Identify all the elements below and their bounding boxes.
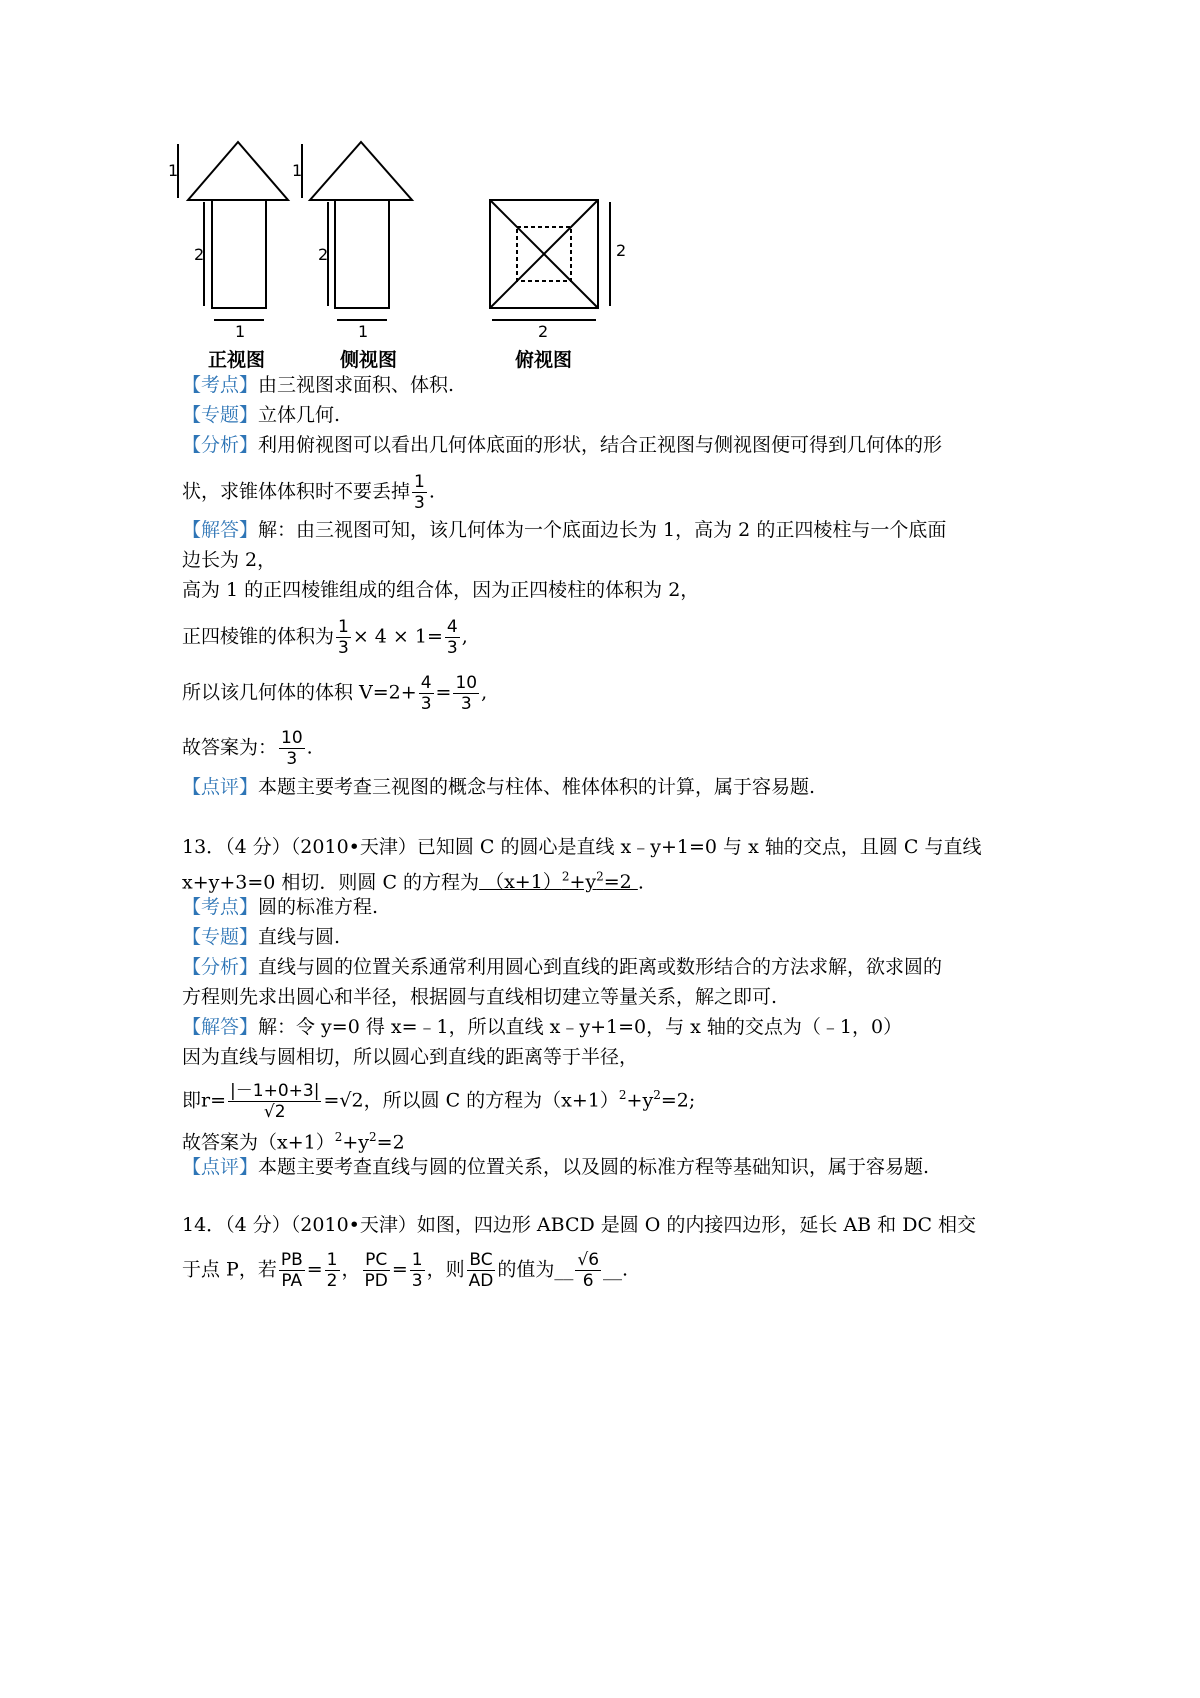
q12-dianping: 【点评】本题主要考查三视图的概念与柱体、椎体体积的计算，属于容易题.	[182, 776, 816, 798]
dim-front-width: 1	[235, 322, 246, 341]
dim-side-top: 1	[292, 161, 303, 180]
side-view-rect	[335, 200, 389, 308]
q12-jieda-5: 所以该几何体的体积 V=2+ $\frac{4}{3}$ = $\frac{10}{3}$ ,	[182, 673, 488, 714]
label-side-view: 侧视图	[340, 349, 398, 371]
q13-stem-2: x+y+3=0 相切．则圆 C 的方程为 $(x+1)^2+y^2=2$ .	[182, 870, 644, 894]
q14-stem-2: 于点 P，若 $\frac{PB}{PA}$ = $\frac{1}{2}$ ， $\frac{PC}{PD}$ = $\frac{1}{3}$ ，则 $\frac{BC}{AD}$ 的值为__ $\frac{√6}{6}$ __.	[182, 1250, 629, 1291]
side-view-triangle	[310, 142, 412, 200]
q13-stem-1: 13．（4 分）（2010•天津）已知圆 C 的圆心是直线 x﹣y+1=0 与 x 轴的交点，且圆 C 与直线	[182, 836, 982, 858]
q12-jieda-4: 正四棱锥的体积为 $\frac{1}{3}$ × 4 × 1= $\frac{4}{3}$ ,	[182, 617, 468, 658]
dim-side-width: 1	[358, 322, 369, 341]
q14-stem-1: 14．（4 分）（2010•天津）如图，四边形 ABCD 是圆 O 的内接四边形，延长 AB 和 DC 相交	[182, 1214, 977, 1236]
q12-jieda-2: 边长为 2，	[182, 549, 277, 571]
q13-fenxi-1: 【分析】直线与圆的位置关系通常利用圆心到直线的距离或数形结合的方法求解，欲求圆的	[182, 956, 943, 978]
dim-top-width: 2	[538, 322, 549, 341]
q13-dianping: 【点评】本题主要考查直线与圆的位置关系，以及圆的标准方程等基础知识，属于容易题.	[182, 1156, 930, 1178]
q12-kaodian: 【考点】由三视图求面积、体积.	[182, 374, 455, 396]
q12-zhuanti: 【专题】立体几何.	[182, 404, 341, 426]
q13-jieda-3: 即r= $\frac{|-1+0+3|}{√2}$ =√2，所以圆 C 的方程为$(x+1)^2+y^2=2$;	[182, 1080, 696, 1122]
q14-answer: $\frac{√6}{6}$	[577, 1250, 600, 1291]
q13-answer: 故答案为$(x+1)^2+y^2=2$	[182, 1130, 405, 1154]
label-top-view: 俯视图	[515, 349, 573, 371]
dim-side-height: 2	[318, 245, 329, 264]
q12-fenxi-1: 【分析】利用俯视图可以看出几何体底面的形状，结合正视图与侧视图便可得到几何体的形	[182, 434, 943, 456]
q13-kaodian: 【考点】圆的标准方程.	[182, 896, 379, 918]
q12-fenxi-2: 状，求锥体体积时不要丢掉 $\frac{1}{3}$ .	[182, 472, 435, 513]
q12-jieda-1: 【解答】解：由三视图可知，该几何体为一个底面边长为 1，高为 2 的正四棱柱与一个底面	[182, 519, 947, 541]
q13-fenxi-2: 方程则先求出圆心和半径，根据圆与直线相切建立等量关系，解之即可.	[182, 986, 778, 1008]
dim-top-height: 2	[616, 241, 627, 260]
q13-zhuanti: 【专题】直线与圆.	[182, 926, 341, 948]
front-view-rect	[212, 200, 266, 308]
dim-front-top: 1	[168, 161, 179, 180]
q12-jieda-3: 高为 1 的正四棱锥组成的组合体，因为正四棱柱的体积为 2，	[182, 579, 700, 601]
front-view-triangle	[188, 142, 288, 200]
three-view-figure	[160, 140, 720, 400]
label-front-view: 正视图	[208, 349, 266, 371]
q13-jieda-2: 因为直线与圆相切，所以圆心到直线的距离等于半径，	[182, 1046, 639, 1068]
distance-fraction: $\frac{|-1+0+3|}{√2}$	[230, 1080, 320, 1122]
fraction-one-third: $\frac{1}{3}$	[414, 472, 425, 513]
dim-front-height: 2	[194, 245, 205, 264]
q13-answer-blank: $(x+1)^2+y^2=2$	[479, 870, 638, 894]
q13-jieda-1: 【解答】解：令 y=0 得 x=﹣1，所以直线 x﹣y+1=0，与 x 轴的交点为（﹣1，0）	[182, 1016, 903, 1038]
q12-answer: 故答案为： $\frac{10}{3}$ .	[182, 728, 313, 769]
